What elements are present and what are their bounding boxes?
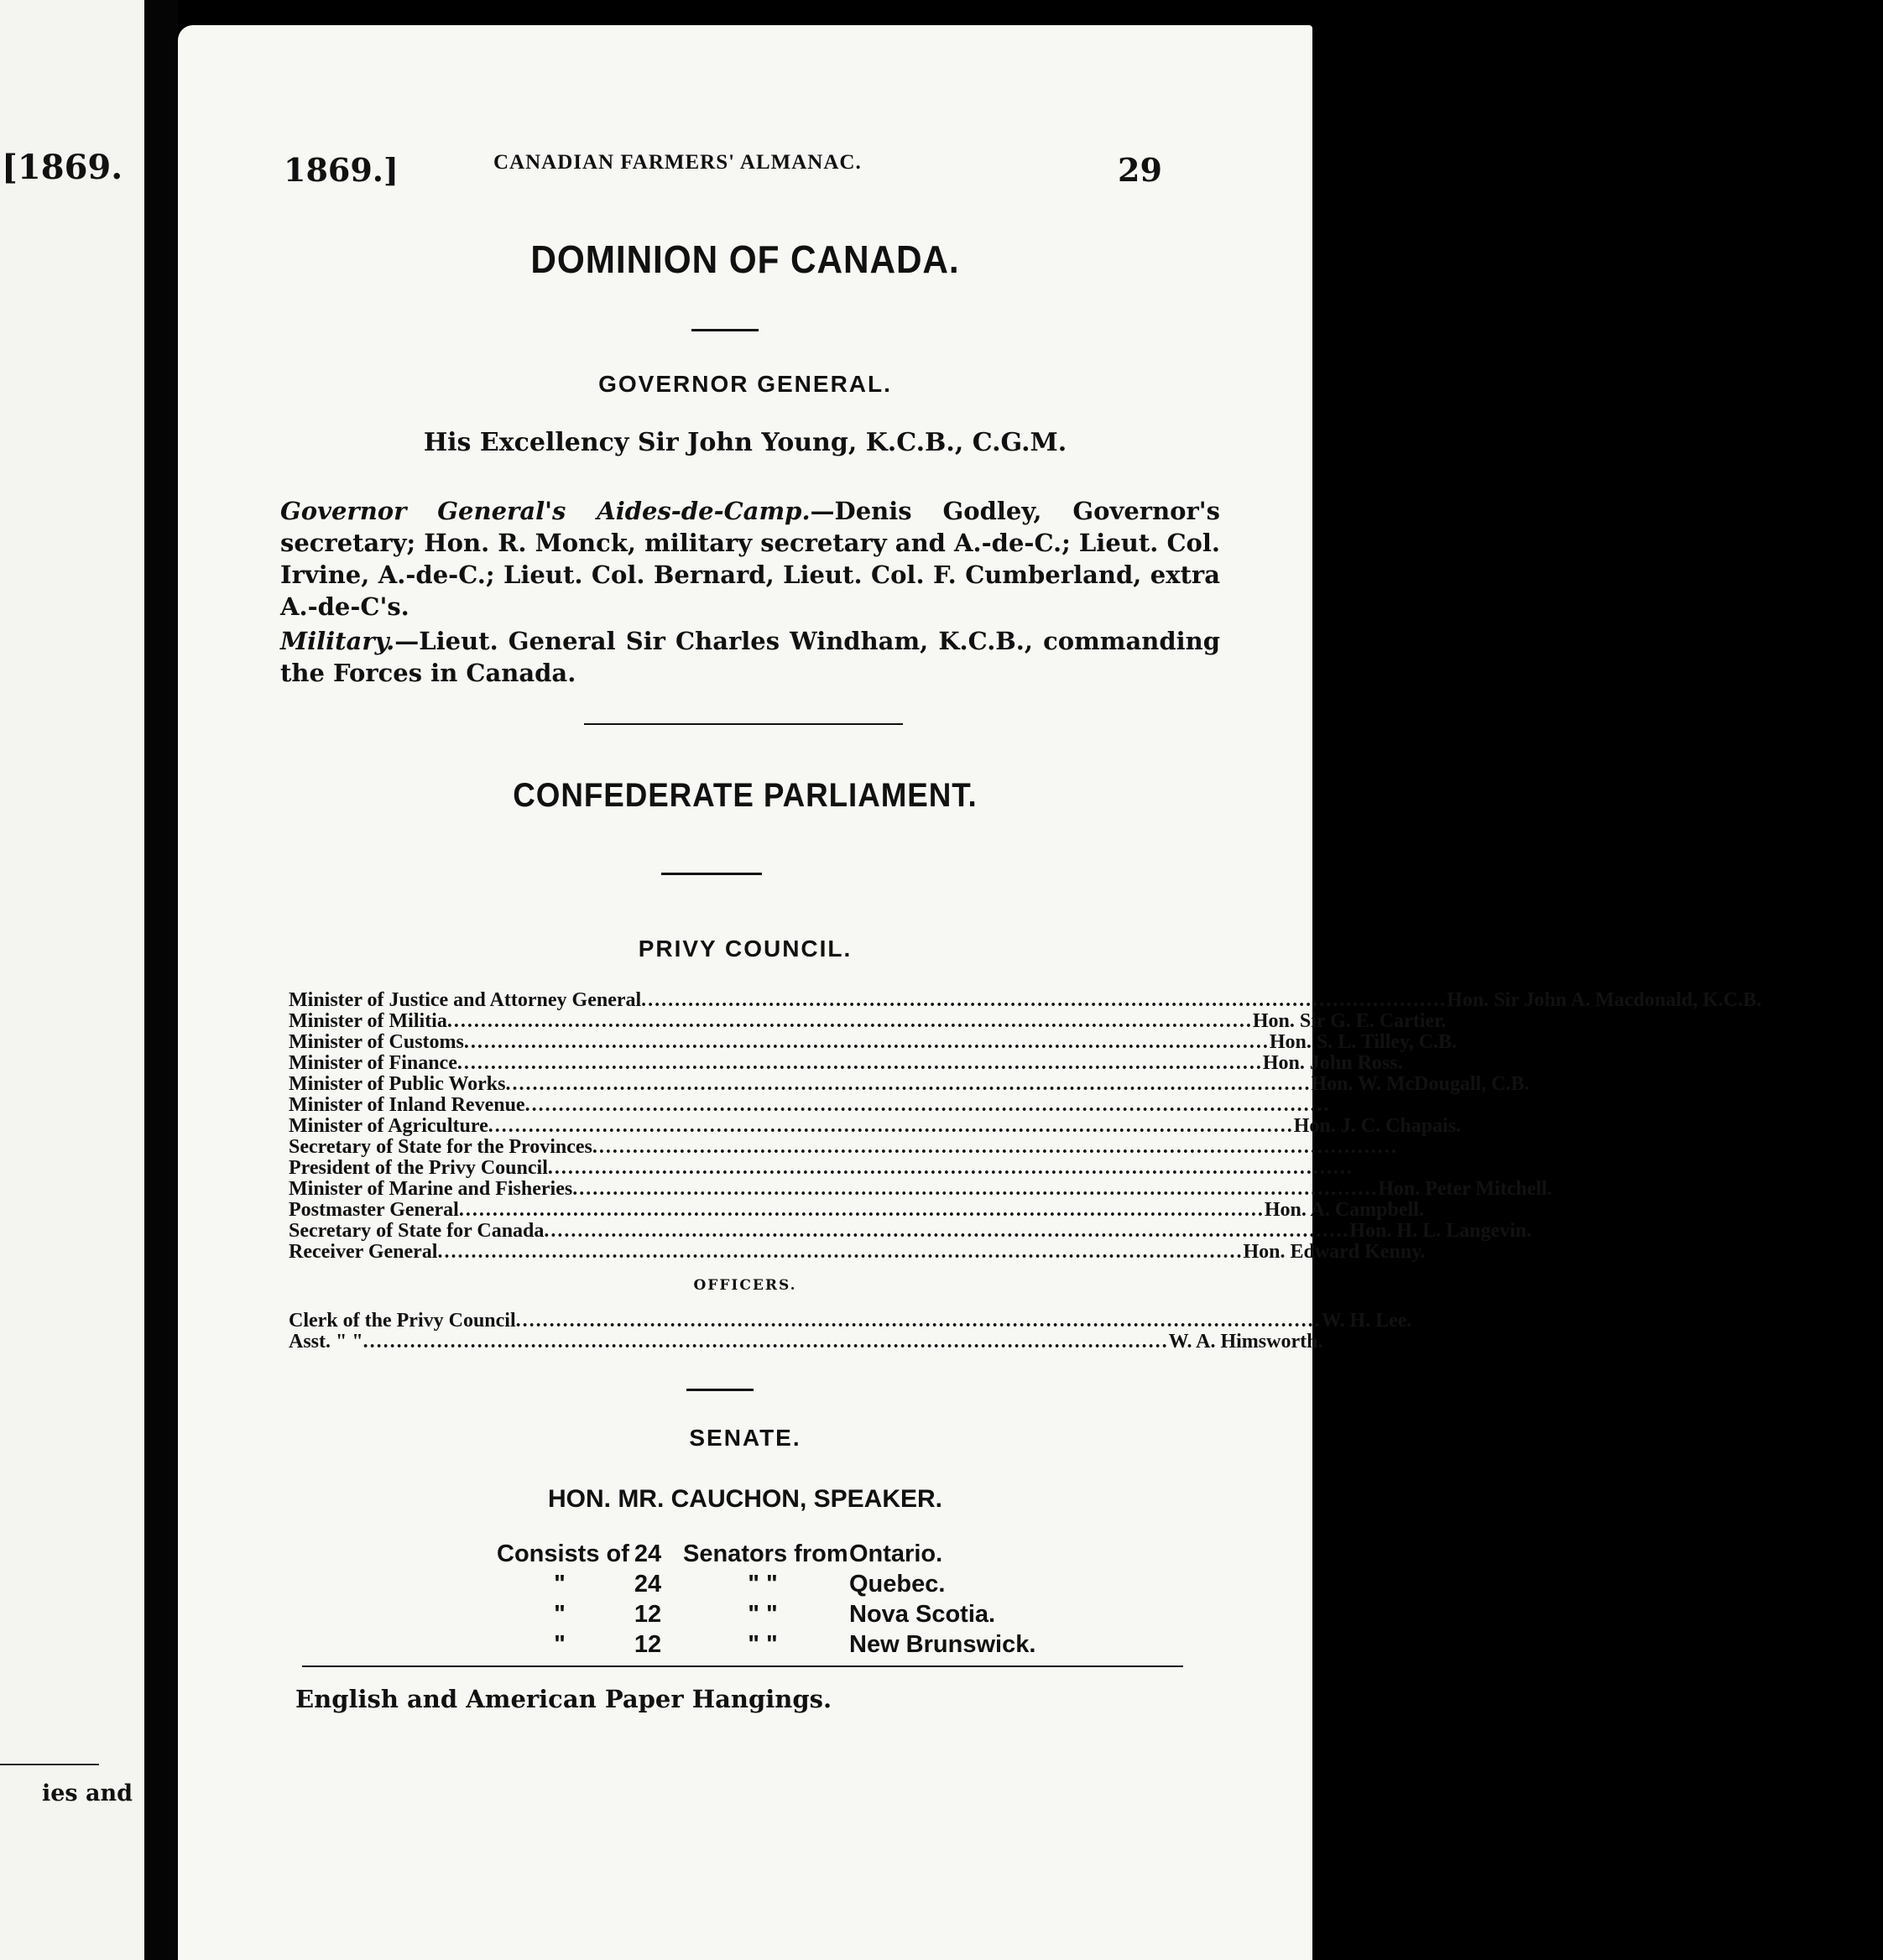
- parliament-title: CONFEDERATE PARLIAMENT.: [513, 777, 978, 814]
- military-label: Military.: [280, 627, 395, 655]
- council-row: [289, 1220, 1532, 1242]
- senate-heading: SENATE.: [689, 1425, 801, 1451]
- senate-count: 12: [634, 1631, 662, 1658]
- council-row: [289, 1052, 1403, 1074]
- council-row: [289, 1136, 1398, 1158]
- council-row: [289, 1157, 1354, 1179]
- book-gutter: [144, 0, 178, 1960]
- office-name: Asst. " ": [289, 1331, 363, 1353]
- office-holder: Hon. J. C. Chapais.: [1293, 1115, 1462, 1137]
- office-name: Postmaster General: [289, 1199, 459, 1221]
- senate-count: 24: [634, 1571, 662, 1598]
- office-holder: Hon. A. Campbell.: [1264, 1199, 1424, 1221]
- senate-prefix: ": [554, 1601, 566, 1628]
- council-row: [289, 1199, 1424, 1221]
- office-name: Minister of Marine and Fisheries: [289, 1178, 573, 1200]
- council-row: [289, 1031, 1458, 1053]
- senate-mid: " ": [748, 1571, 778, 1598]
- aides-de-camp-paragraph: [280, 495, 1220, 623]
- left-page-fragment: [0, 0, 144, 1960]
- senate-province: Ontario.: [849, 1540, 943, 1567]
- office-name: Minister of Public Works: [289, 1073, 506, 1095]
- office-holder: Hon. W. McDougall, C.B.: [1311, 1073, 1530, 1095]
- leader-dots: ........................................................................................................................: [446, 1010, 1253, 1032]
- privy-council-heading: PRIVY COUNCIL.: [638, 936, 853, 962]
- section-rule: [584, 723, 903, 725]
- officers-list: [289, 1310, 1412, 1353]
- office-holder: Hon. S. L. Tilley, C.B.: [1269, 1031, 1458, 1053]
- running-header-year: 1869.]: [284, 151, 399, 189]
- leader-dots: ........................................................................................................................: [463, 1031, 1270, 1053]
- office-name: Minister of Inland Revenue: [289, 1094, 525, 1116]
- advertisement: English and American Paper Hangings.: [295, 1685, 832, 1713]
- senate-prefix: ": [554, 1631, 566, 1658]
- office-holder: [1331, 1095, 1767, 1116]
- office-name: Minister of Justice and Attorney General: [289, 989, 642, 1011]
- council-row: [289, 989, 1762, 1011]
- senate-count: 12: [634, 1601, 662, 1628]
- left-page-footer: ies and: [41, 1780, 133, 1806]
- leader-dots: ........................................................................................................................: [592, 1136, 1398, 1158]
- leader-dots: ........................................................................................................................: [544, 1220, 1350, 1242]
- office-holder: W. H. Lee.: [1321, 1310, 1412, 1332]
- office-holder: Hon. Edward Kenny.: [1243, 1241, 1426, 1263]
- council-row: [289, 1331, 1323, 1353]
- leader-dots: ........................................................................................................................: [641, 989, 1447, 1011]
- senate-province: New Brunswick.: [849, 1631, 1036, 1658]
- page-number: 29: [1118, 151, 1162, 189]
- privy-council-list: [289, 989, 1762, 1263]
- council-row: [289, 1115, 1462, 1137]
- office-name: Minister of Agriculture: [289, 1115, 488, 1137]
- office-name: Secretary of State for Canada: [289, 1220, 545, 1242]
- governor-general-name: His Excellency Sir John Young, K.C.B., C.G.M.: [423, 428, 1067, 457]
- leader-dots: ........................................................................................................................: [488, 1115, 1294, 1137]
- senate-mid: " ": [748, 1601, 778, 1628]
- leader-dots: ........................................................................................................................: [458, 1199, 1265, 1221]
- council-row: [289, 1010, 1447, 1032]
- council-row: [289, 1073, 1530, 1095]
- office-name: President of the Privy Council: [289, 1157, 548, 1179]
- left-page-year: [1869.: [2, 148, 123, 187]
- parliament-rule: [661, 873, 762, 875]
- office-holder: Hon. Sir G. E. Cartier.: [1252, 1010, 1447, 1032]
- office-holder: [1398, 1137, 1834, 1158]
- council-row: [289, 1310, 1412, 1332]
- left-page-rule: [0, 1764, 99, 1765]
- senate-province: Quebec.: [849, 1571, 946, 1598]
- office-holder: Hon. Peter Mitchell.: [1378, 1178, 1552, 1200]
- senate-mid: Senators from: [683, 1540, 848, 1567]
- senate-speaker: HON. MR. CAUCHON, SPEAKER.: [547, 1485, 943, 1513]
- military-text: —Lieut. General Sir Charles Windham, K.C.B., commanding the Forces in Canada.: [280, 627, 1220, 687]
- office-holder: [1354, 1158, 1790, 1179]
- page: [178, 25, 1762, 1960]
- senate-rule: [686, 1389, 754, 1391]
- office-name: Minister of Customs: [289, 1031, 464, 1053]
- council-row: [289, 1094, 1331, 1116]
- office-holder: Hon. John Ross.: [1262, 1052, 1403, 1074]
- leader-dots: ........................................................................................................................: [547, 1157, 1354, 1179]
- officers-heading: OFFICERS.: [693, 1277, 797, 1294]
- senate-province: Nova Scotia.: [849, 1601, 996, 1628]
- office-name: Clerk of the Privy Council: [289, 1310, 516, 1332]
- leader-dots: ........................................................................................................................: [505, 1073, 1312, 1095]
- aides-text: —Denis Godley, Governor's secretary; Hon. R. Monck, military secretary and A.-de-C.; Lieut. Col. Irvine, A.-de-C.; Lieut. Col. Bernard, Lieut. Col. F. Cumberland, extra A.-de-C's.: [280, 497, 1220, 621]
- office-holder: Hon. H. L. Langevin.: [1349, 1220, 1532, 1242]
- leader-dots: ........................................................................................................................: [437, 1241, 1244, 1263]
- leader-dots: ........................................................................................................................: [524, 1094, 1331, 1116]
- office-name: Minister of Militia: [289, 1010, 447, 1032]
- leader-dots: ........................................................................................................................: [572, 1178, 1379, 1200]
- main-title: DOMINION OF CANADA.: [530, 237, 960, 281]
- senate-prefix: ": [554, 1571, 566, 1598]
- office-name: Minister of Finance: [289, 1052, 457, 1074]
- leader-dots: ........................................................................................................................: [515, 1310, 1322, 1332]
- office-holder: W. A. Himsworth.: [1168, 1331, 1323, 1353]
- aides-label: Governor General's Aides-de-Camp.: [280, 497, 811, 525]
- office-name: Receiver General: [289, 1241, 438, 1263]
- office-name: Secretary of State for the Provinces: [289, 1136, 592, 1158]
- military-paragraph: [280, 625, 1220, 689]
- senate-prefix: Consists of: [497, 1540, 629, 1567]
- leader-dots: ........................................................................................................................: [363, 1331, 1169, 1353]
- senate-mid: " ": [748, 1631, 778, 1658]
- office-holder: Hon. Sir John A. Macdonald, K.C.B.: [1447, 989, 1762, 1011]
- title-rule: [691, 329, 759, 331]
- leader-dots: ........................................................................................................................: [456, 1052, 1263, 1074]
- senate-count: 24: [634, 1540, 662, 1567]
- footer-rule: [302, 1665, 1183, 1667]
- running-header-title: CANADIAN FARMERS' ALMANAC.: [493, 151, 862, 174]
- governor-general-heading: GOVERNOR GENERAL.: [598, 371, 892, 397]
- council-row: [289, 1241, 1426, 1263]
- council-row: [289, 1178, 1552, 1200]
